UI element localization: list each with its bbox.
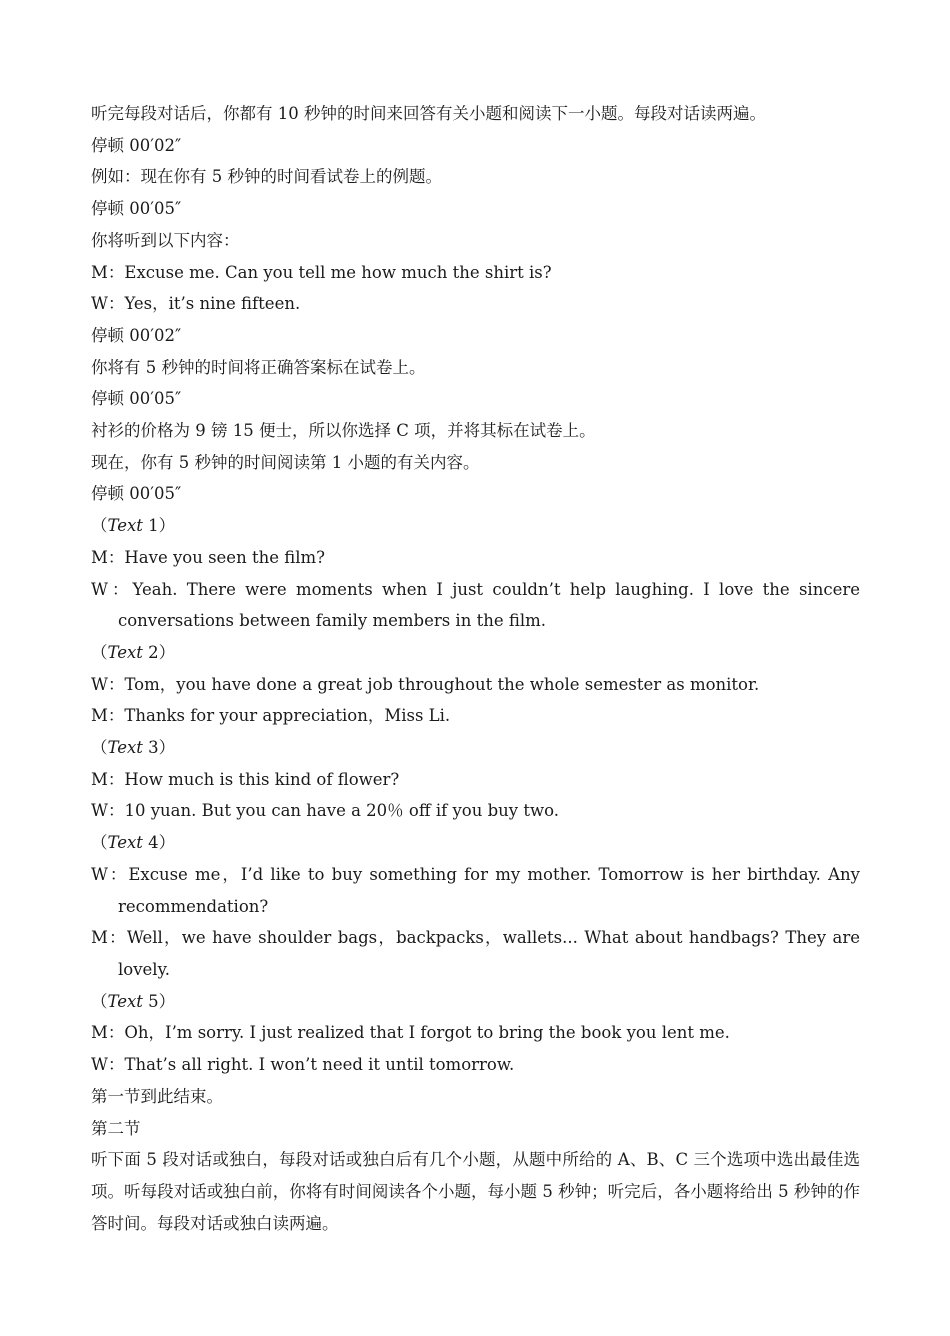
dialogue-line-m: M：Thanks for your appreciation，Miss Li. bbox=[91, 706, 451, 726]
pause-line: 停顿 00′02″ bbox=[91, 325, 182, 345]
text-label-open: （ bbox=[91, 642, 108, 662]
transcript-body bbox=[91, 98, 860, 1239]
pause-line: 停顿 00′05″ bbox=[91, 199, 182, 219]
instruction-line: 现在，你有 5 秒钟的时间阅读第 1 小题的有关内容。 bbox=[91, 452, 480, 472]
dialogue-line-w: W：10 yuan. But you can have a 20％ off if you buy two. bbox=[91, 801, 559, 821]
text-label-word: Text bbox=[107, 833, 143, 853]
text-label-number: 3） bbox=[142, 738, 176, 758]
text-5-label bbox=[91, 986, 860, 1018]
text-4-label bbox=[91, 827, 860, 859]
dialogue-line-m: M：How much is this kind of flower? bbox=[91, 769, 400, 789]
example-line: 例如：现在你有 5 秒钟的时间看试卷上的例题。 bbox=[91, 167, 442, 187]
text-label-open: （ bbox=[91, 738, 108, 758]
text-label-open: （ bbox=[91, 991, 108, 1011]
text-label-number: 4） bbox=[142, 833, 176, 853]
dialogue-line-w: W：Tom，you have done a great job throughout the whole semester as monitor. bbox=[91, 674, 760, 694]
dialogue-line-m: M：Oh，I’m sorry. I just realized that I forgot to bring the book you lent me. bbox=[91, 1023, 730, 1043]
text-label-open: （ bbox=[91, 516, 108, 536]
text-label-word: Text bbox=[107, 738, 143, 758]
text-label-word: Text bbox=[107, 991, 143, 1011]
text-label-number: 1） bbox=[142, 516, 176, 536]
text-label-number: 5） bbox=[142, 991, 176, 1011]
text-label-open: （ bbox=[91, 833, 108, 853]
text-label-number: 2） bbox=[142, 642, 176, 662]
dialogue-line-w: W：Yes，it’s nine fifteen. bbox=[91, 294, 301, 314]
dialogue-line-m: M：Well，we have shoulder bags，backpacks，wallets... What about handbags? They are lovely. bbox=[91, 928, 860, 979]
dialogue-line-w: W：That’s all right. I won’t need it until tomorrow. bbox=[91, 1055, 515, 1075]
dialogue-line-m: M：Have you seen the film? bbox=[91, 547, 325, 567]
dialogue-line-w: W：Excuse me，I’d like to buy something for my mother. Tomorrow is her birthday. Any recommendation? bbox=[91, 864, 860, 916]
pause-line: 停顿 00′05″ bbox=[91, 389, 182, 409]
pause-line: 停顿 00′05″ bbox=[91, 484, 182, 504]
section-instructions: 听下面 5 段对话或独白，每段对话或独白后有几个小题，从题中所给的 A、B、C 三个选项中选出最佳选项。听每段对话或独白前，你将有时间阅读各个小题，每小题 5 秒钟；听完后，各小题将给出 5 秒钟的作答时间。每段对话或独白读两遍。 bbox=[91, 1150, 860, 1233]
dialogue-line-m: M：Excuse me. Can you tell me how much the shirt is? bbox=[91, 262, 552, 282]
instruction-line: 听完每段对话后，你都有 10 秒钟的时间来回答有关小题和阅读下一小题。每段对话读两遍。 bbox=[91, 104, 766, 123]
section-heading: 第二节 bbox=[91, 1118, 141, 1138]
text-3-label bbox=[91, 732, 860, 764]
text-label-word: Text bbox=[107, 516, 143, 536]
instruction-line: 你将有 5 秒钟的时间将正确答案标在试卷上。 bbox=[91, 357, 426, 377]
section-end-line: 第一节到此结束。 bbox=[91, 1086, 223, 1106]
listen-intro-line: 你将听到以下内容： bbox=[91, 230, 240, 250]
pause-line: 停顿 00′02″ bbox=[91, 135, 182, 155]
text-1-label bbox=[91, 510, 860, 542]
text-2-label bbox=[91, 637, 860, 669]
text-label-word: Text bbox=[107, 642, 143, 662]
explanation-line: 衬衫的价格为 9 镑 15 便士，所以你选择 C 项，并将其标在试卷上。 bbox=[91, 421, 596, 441]
dialogue-line-w: W：Yeah. There were moments when I just couldn’t help laughing. I love the sincere conversations between family members in the film. bbox=[91, 579, 860, 631]
